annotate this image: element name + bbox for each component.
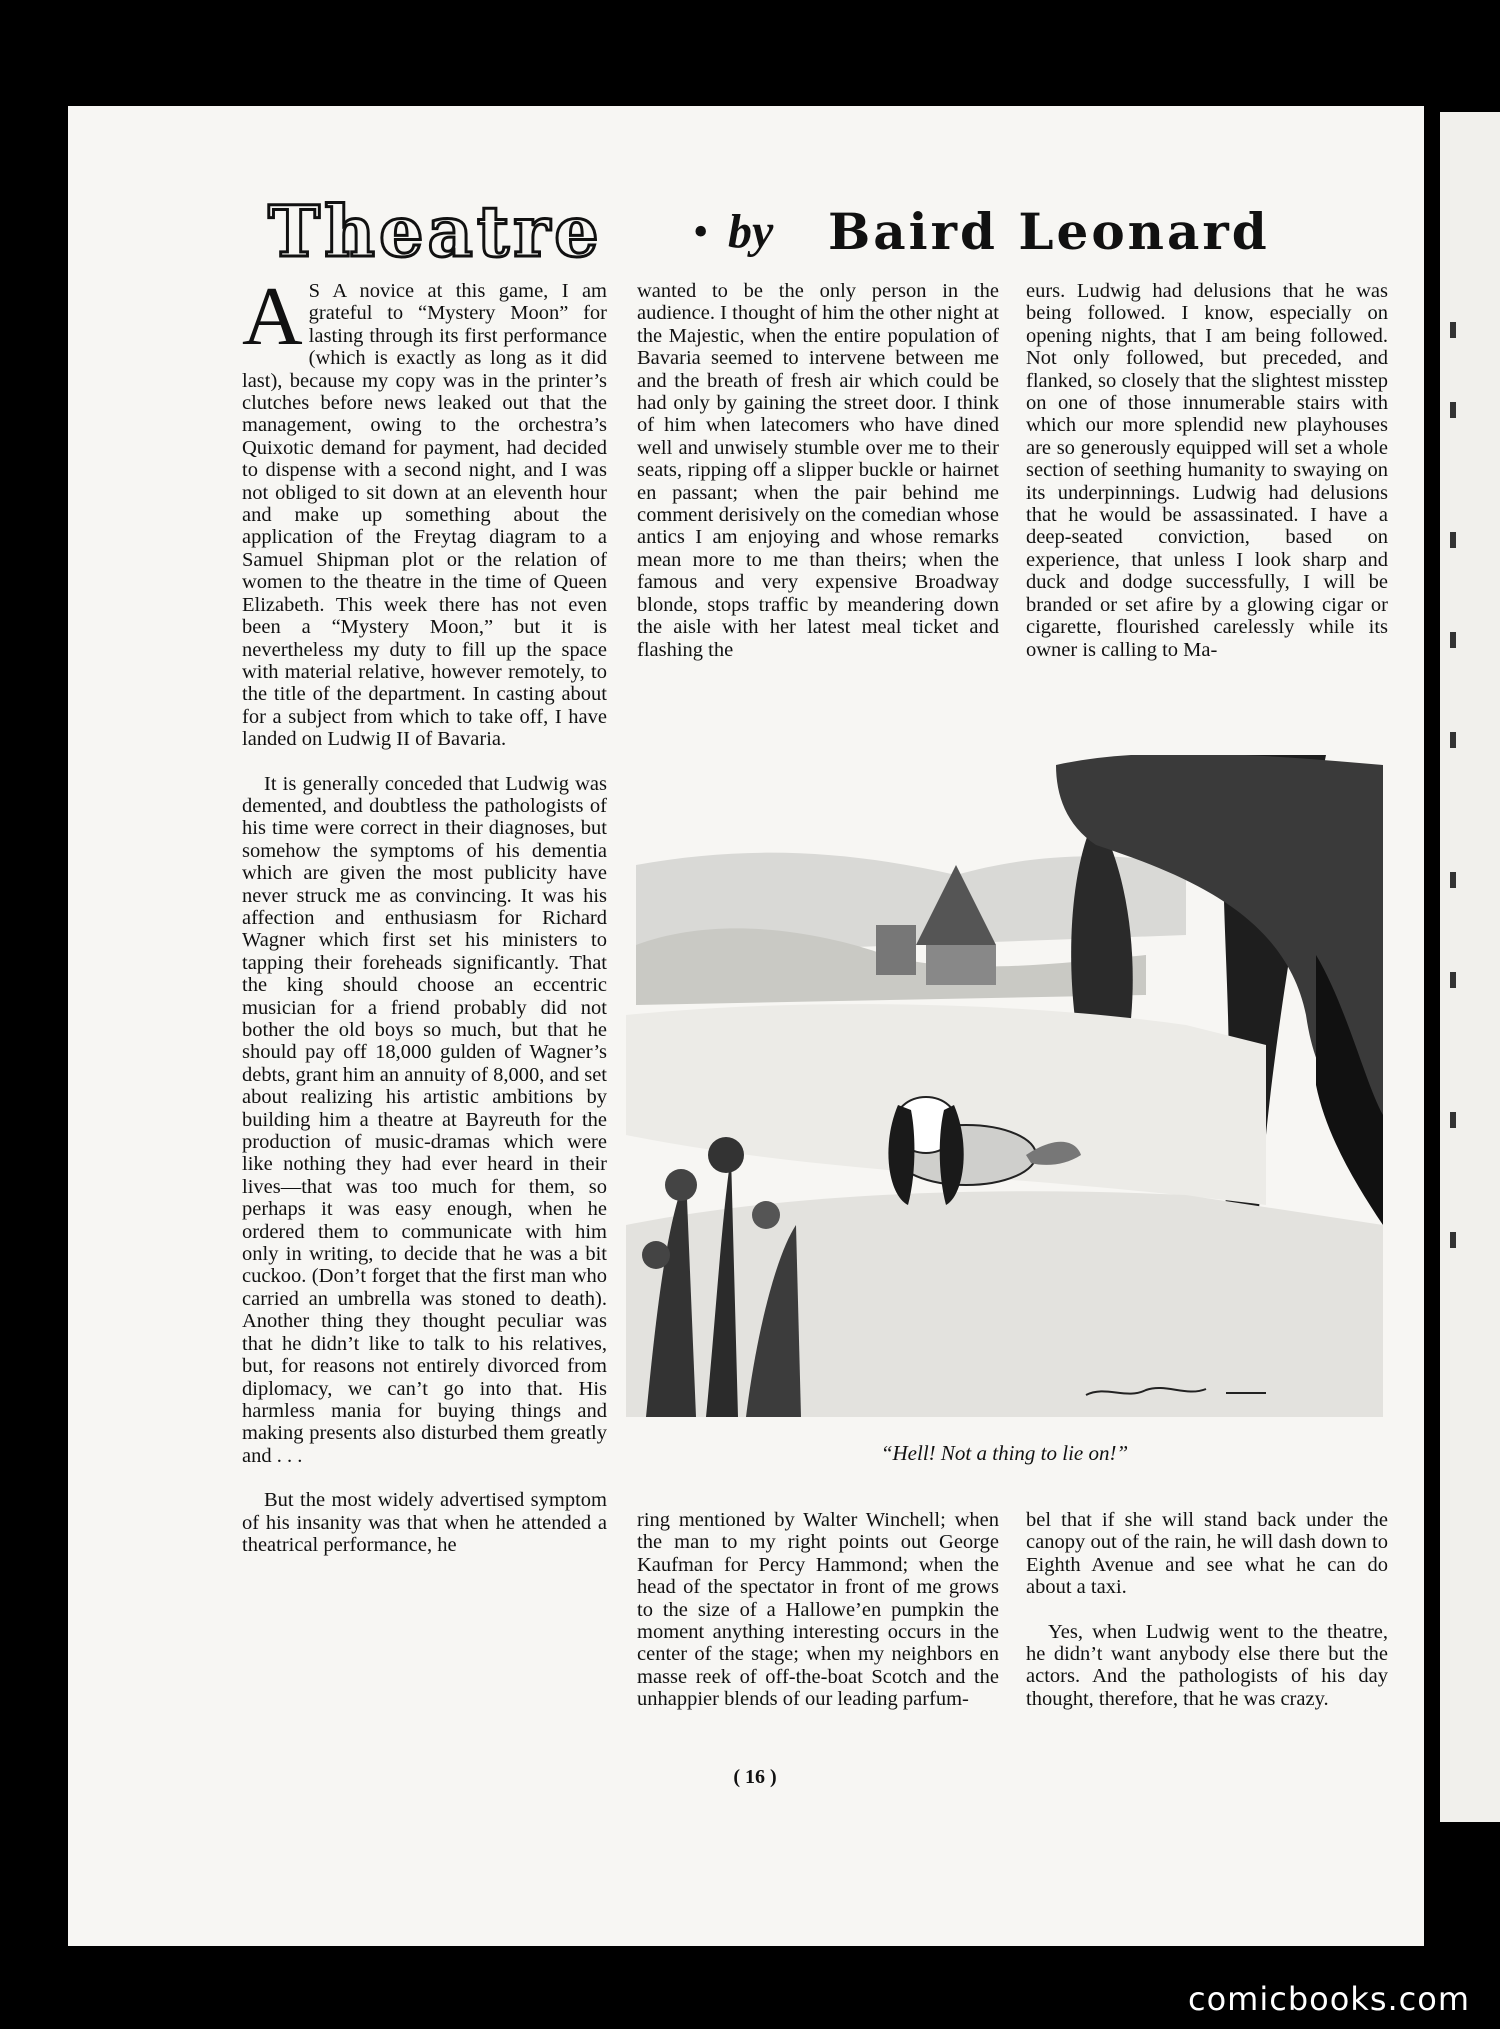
column-3-bottom-p1: bel that if she will stand back under the canopy out of the rain, he will dash down to Eighth Avenue and see what he can do about a taxi.	[1026, 1509, 1388, 1599]
paragraph-1	[242, 270, 607, 751]
watermark: comicbooks.com	[1187, 1980, 1470, 2018]
illustration-caption: “Hell! Not a thing to lie on!”	[880, 1441, 1129, 1465]
column-1	[242, 270, 607, 1578]
column-2-top-text: wanted to be the only person in the audience. I thought of him the other night at the Majestic, when the entire population of Bavaria seemed to intervene between me and the breath of fresh air which could be had only by gaining the street door. I think of him when latecomers who have dined well and unwisely stumble over me to their seats, ripping off a slipper buckle or hairnet en passant; when the pair behind me comment derisively on the comedian whose antics I am enjoying and whose remarks mean more to me than theirs; when the famous and very expensive Broadway blonde, stops traffic by meandering down the aisle with her latest meal ticket and flashing the	[637, 280, 999, 661]
title-word: Theatre	[268, 190, 603, 273]
title-by: by	[728, 205, 774, 258]
page-number: ( 16 )	[733, 1766, 777, 1788]
column-2-top	[637, 280, 999, 683]
paragraph-1-text: S A novice at this game, I am grateful to “Mystery Moon” for lasting through its first performance (which is exactly as long as it did last), because my copy was in the printer’s clutches before news leaked out that the management, owing to the orchestra’s Quixotic demand for payment, had decided to dispense with a second night, and I was not obliged to sit down at an eleventh hour and make up something about the application of the Freytag diagram to a Samuel Shipman plot or the relation of women to the theatre in the time of Queen Elizabeth. This week there has not even been a “Mystery Moon,” but it is nevertheless my duty to fill up the space with material relative, however remotely, to the title of the department. In casting about for a subject from which to take off, I have landed on Ludwig II of Bavaria.	[242, 280, 607, 751]
illustration	[626, 755, 1383, 1417]
paragraph-2: It is generally conceded that Ludwig was demented, and doubtless the pathologists of his time were correct in their diagnoses, but somehow the symptoms of his dementia which are given the most publicity have never struck me as convincing. It was his affection and enthusiasm for Richard Wagner which first set his ministers to tapping their foreheads significantly. That the king should choose an eccentric musician for a friend probably did not bother the old boys so much, but that he should pay off 18,000 gulden of Wagner’s debts, grant him an annuity of 8,000, and set about realizing his artistic ambitions by building him a theatre at Bayreuth for the production of music-dramas which were like nothing they had ever heard in their lives—that was too much for them, so perhaps it was easy enough, when he ordered them to communicate with him only in writing, to decide that he was a bit cuckoo. (Don’t forget that the first man who carried an umbrella was stoned to death). Another thing they thought peculiar was that he didn’t like to talk to his relatives, but, for reasons not entirely divorced from diplomacy, we can’t go into that. His harmless mania for buying things and making presents also disturbed them greatly and . . .	[242, 772, 607, 1467]
column-3-bottom	[1026, 1509, 1388, 1732]
column-3-top-text: eurs. Ludwig had delusions that he was being followed. I know, especially on opening nights, that I am being followed. Not only followed, but preceded, and flanked, so closely that the slightest misstep on one of those innumerable stairs with which our more splendid new playhouses are so generously equipped will set a whole section of seething humanity to swaying on its underpinnings. Ludwig had delusions that he would be assassinated. I have a deep-seated conviction, based on experience, that unless I look sharp and duck and dodge successfully, I will be branded or set afire by a glowing cigar or cigarette, flourished carelessly while its owner is calling to Ma-	[1026, 280, 1388, 661]
column-3-top	[1026, 280, 1388, 683]
title-author: Baird Leonard	[828, 202, 1270, 261]
title-separator: •	[693, 207, 709, 256]
drop-cap: A	[242, 270, 303, 363]
column-3-bottom-p2: Yes, when Ludwig went to the theatre, he didn’t want anybody else there but the actors. And the pathologists of his day thought, therefore, that he was crazy.	[1026, 1620, 1388, 1710]
article-title	[268, 190, 1378, 273]
adjacent-page-edge	[1440, 112, 1500, 1822]
column-2-bottom	[637, 1509, 999, 1733]
paragraph-3: But the most widely advertised symptom of his insanity was that when he attended a theatrical performance, he	[242, 1489, 607, 1556]
column-2-bottom-text: ring mentioned by Walter Winchell; when the man to my right points out George Kaufman for Percy Hammond; when the head of the spectator in front of me grows to the size of a Hallowe’en pumpkin the moment anything interesting occurs in the center of the stage; when my neighbors en masse reek of off-the-boat Scotch and the unhappier blends of our leading parfum-	[637, 1509, 999, 1711]
